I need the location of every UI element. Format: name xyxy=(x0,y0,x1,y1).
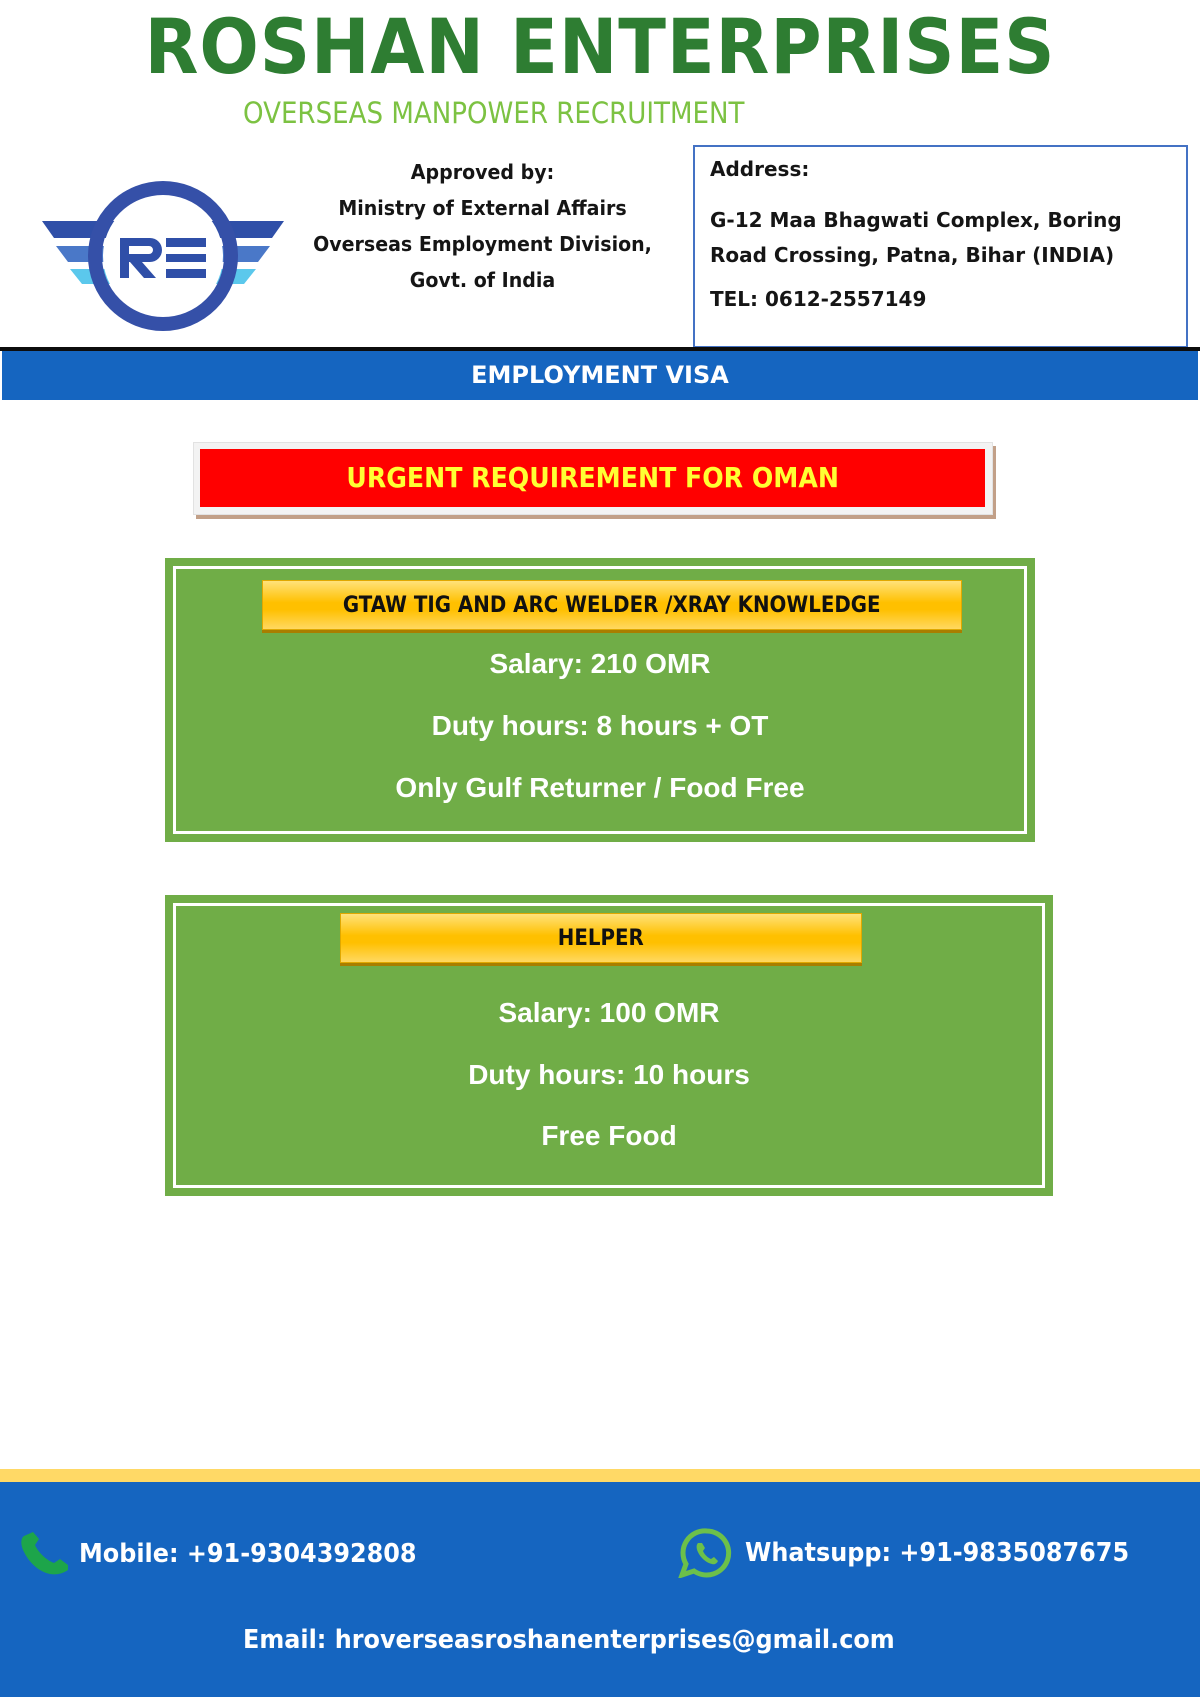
email-address: Email: hroverseasroshanenterprises@gmail.com xyxy=(243,1624,895,1655)
address-label: Address: xyxy=(710,157,810,181)
job-salary: Salary: 210 OMR xyxy=(489,648,711,679)
phone-icon xyxy=(18,1532,70,1576)
company-tagline: OVERSEAS MANPOWER RECRUITMENT xyxy=(243,96,745,130)
job-duty-hours: Duty hours: 8 hours + OT xyxy=(431,710,769,741)
job-benefits: Free Food xyxy=(541,1120,677,1151)
approval-block xyxy=(290,154,675,298)
urgent-banner xyxy=(200,449,985,507)
address-line-2: Road Crossing, Patna, Bihar (INDIA) xyxy=(710,243,1115,267)
address-text xyxy=(710,203,1186,273)
whatsapp-number: Whatsupp: +91-9835087675 xyxy=(745,1538,1130,1568)
whatsapp-icon xyxy=(678,1528,736,1578)
contact-footer xyxy=(0,1482,1200,1697)
job-title-label xyxy=(262,580,962,630)
approval-line: Overseas Employment Division, xyxy=(313,232,652,256)
mobile-number: Mobile: +91-9304392808 xyxy=(79,1539,417,1569)
urgent-banner-frame xyxy=(193,442,993,515)
company-logo-icon xyxy=(42,176,284,336)
whatsapp-contact[interactable] xyxy=(678,1528,1163,1578)
job-title-label xyxy=(340,913,862,963)
mobile-contact[interactable] xyxy=(18,1532,446,1576)
job-benefits: Only Gulf Returner / Food Free xyxy=(395,772,805,803)
approval-line: Govt. of India xyxy=(409,268,556,292)
approval-line: Approved by: xyxy=(410,160,555,184)
job-salary: Salary: 100 OMR xyxy=(498,997,720,1028)
address-box xyxy=(693,145,1188,348)
footer-accent-strip xyxy=(0,1469,1200,1482)
address-line-1: G-12 Maa Bhagwati Complex, Boring xyxy=(710,208,1122,232)
approval-line: Ministry of External Affairs xyxy=(338,196,627,220)
job-card-welder xyxy=(165,558,1035,842)
job-duty-hours: Duty hours: 10 hours xyxy=(468,1059,750,1090)
urgent-banner-text: URGENT REQUIREMENT FOR OMAN xyxy=(346,461,839,494)
company-name: ROSHAN ENTERPRISES xyxy=(144,2,1056,91)
employment-visa-band: EMPLOYMENT VISA xyxy=(2,351,1198,400)
email-contact[interactable] xyxy=(243,1624,951,1655)
job-title: GTAW TIG AND ARC WELDER /XRAY KNOWLEDGE xyxy=(343,593,881,618)
telephone: TEL: 0612-2557149 xyxy=(710,287,927,311)
job-title: HELPER xyxy=(557,926,645,951)
job-card-helper xyxy=(165,895,1053,1196)
